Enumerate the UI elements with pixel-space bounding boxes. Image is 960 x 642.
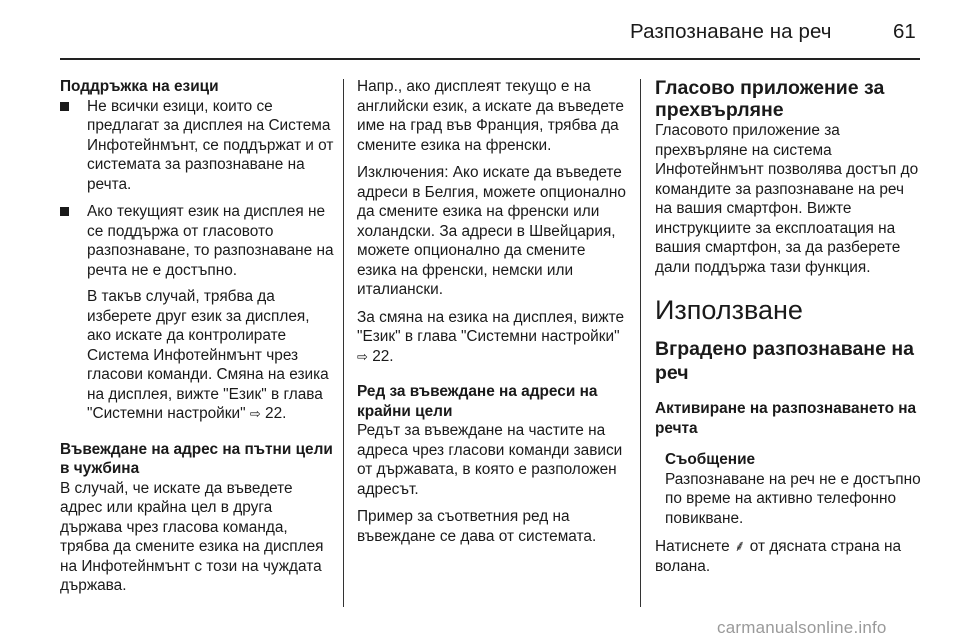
watermark: carmanualsonline.info — [717, 618, 887, 637]
heading-foreign-address: Въвеждане на адрес на пътни цели в чужбина — [60, 440, 333, 477]
voice-button-icon: ⸙ — [733, 538, 746, 555]
bullet-item — [60, 202, 336, 280]
page-number: 61 — [893, 20, 916, 43]
continuation-text: В такъв случай, трябва да изберете друг език за дисплея, ако искате да контролирате Система Инфотейнмънт чрез гласови команди. Смяна на езика на дисплея, вижте "Език" в глава "Системни настройки" — [87, 288, 329, 422]
bullet-text: Не всички езици, които се предлагат за дисплея на Система Инфотейнмънт, се поддържат и от системата за разпознаване на речта. — [87, 97, 334, 193]
paragraph — [357, 308, 629, 367]
paragraph: Гласовото приложение за прехвърляне на система Инфотейнмънт позволява достъп до командите за разпознаване на реч на вашия смартфон. Вижте инструкциите за експлоатация на вашия смартфон, за да разберете дали поддържа тази функция. — [655, 122, 919, 276]
paragraph: Пример за съответния ред на въвеждане се дава от системата. — [357, 508, 597, 545]
paragraph — [655, 537, 921, 576]
paragraph-text: Натиснете — [655, 538, 730, 555]
column-divider-2 — [640, 79, 641, 607]
page-reference-link[interactable]: 22. — [265, 405, 287, 422]
bullet-item — [60, 97, 336, 195]
bullet-text: Ако текущият език на дисплея не се поддържа от гласовото разпознаване, то разпознаване на речта не е достъпно. — [87, 203, 334, 279]
page-reference-icon: ⇨ — [249, 406, 261, 421]
heading-activate-recognition: Активиране на разпознаването на речта — [655, 400, 917, 437]
paragraph-text: от дясната страна на волана. — [655, 538, 902, 575]
header-rule — [60, 58, 920, 60]
paragraph: В случай, че искате да въведете адрес или крайна цел в друга държава чрез гласова команда, трябва да смените езика на дисплея на Инфотейнмънт с този на чуждата държава. — [60, 479, 324, 594]
heading-language-support: Поддръжка на езици — [60, 78, 219, 95]
page-reference-link[interactable]: 22. — [372, 347, 394, 365]
page-reference-icon: ⇨ — [357, 348, 368, 364]
column-3 — [655, 77, 921, 576]
paragraph-text: За смяна на езика на дисплея, вижте "Език" в глава "Системни настройки" — [357, 308, 625, 345]
bullet-square-icon — [60, 102, 69, 111]
heading-voice-pass-through: Гласово приложение за прехвърляне — [655, 77, 885, 121]
paragraph: Редът за въвеждане на частите на адреса чрез гласови команди зависи от държавата, в която е разположен адресът. — [357, 422, 623, 498]
note-title: Съобщение — [665, 451, 756, 468]
bullet-continuation — [60, 287, 336, 424]
heading-address-order: Ред за въвеждане на адреси на крайни цели — [357, 383, 598, 420]
heading-built-in-recognition: Вградено разпознаване на реч — [655, 338, 914, 384]
page-header-title: Разпознаване на реч — [630, 20, 832, 43]
column-divider-1 — [343, 79, 344, 607]
section-title-usage: Използване — [655, 295, 803, 325]
bullet-square-icon — [60, 207, 69, 216]
column-1 — [60, 77, 336, 596]
paragraph: Напр., ако дисплеят текущо е на английски език, а искате да въведете име на град във Франция, трябва да смените езика на френски. — [357, 78, 624, 154]
paragraph: Изключения: Ако искате да въведете адреси в Белгия, можете опционално да смените езика на френски или холандски. За адреси в Швейцария, можете опционално да смените езика на френски, немски или италиански. — [357, 164, 626, 298]
note-body: Разпознаване на реч не е достъпно по време на активно телефонно повикване. — [665, 470, 921, 527]
column-2 — [357, 77, 629, 546]
